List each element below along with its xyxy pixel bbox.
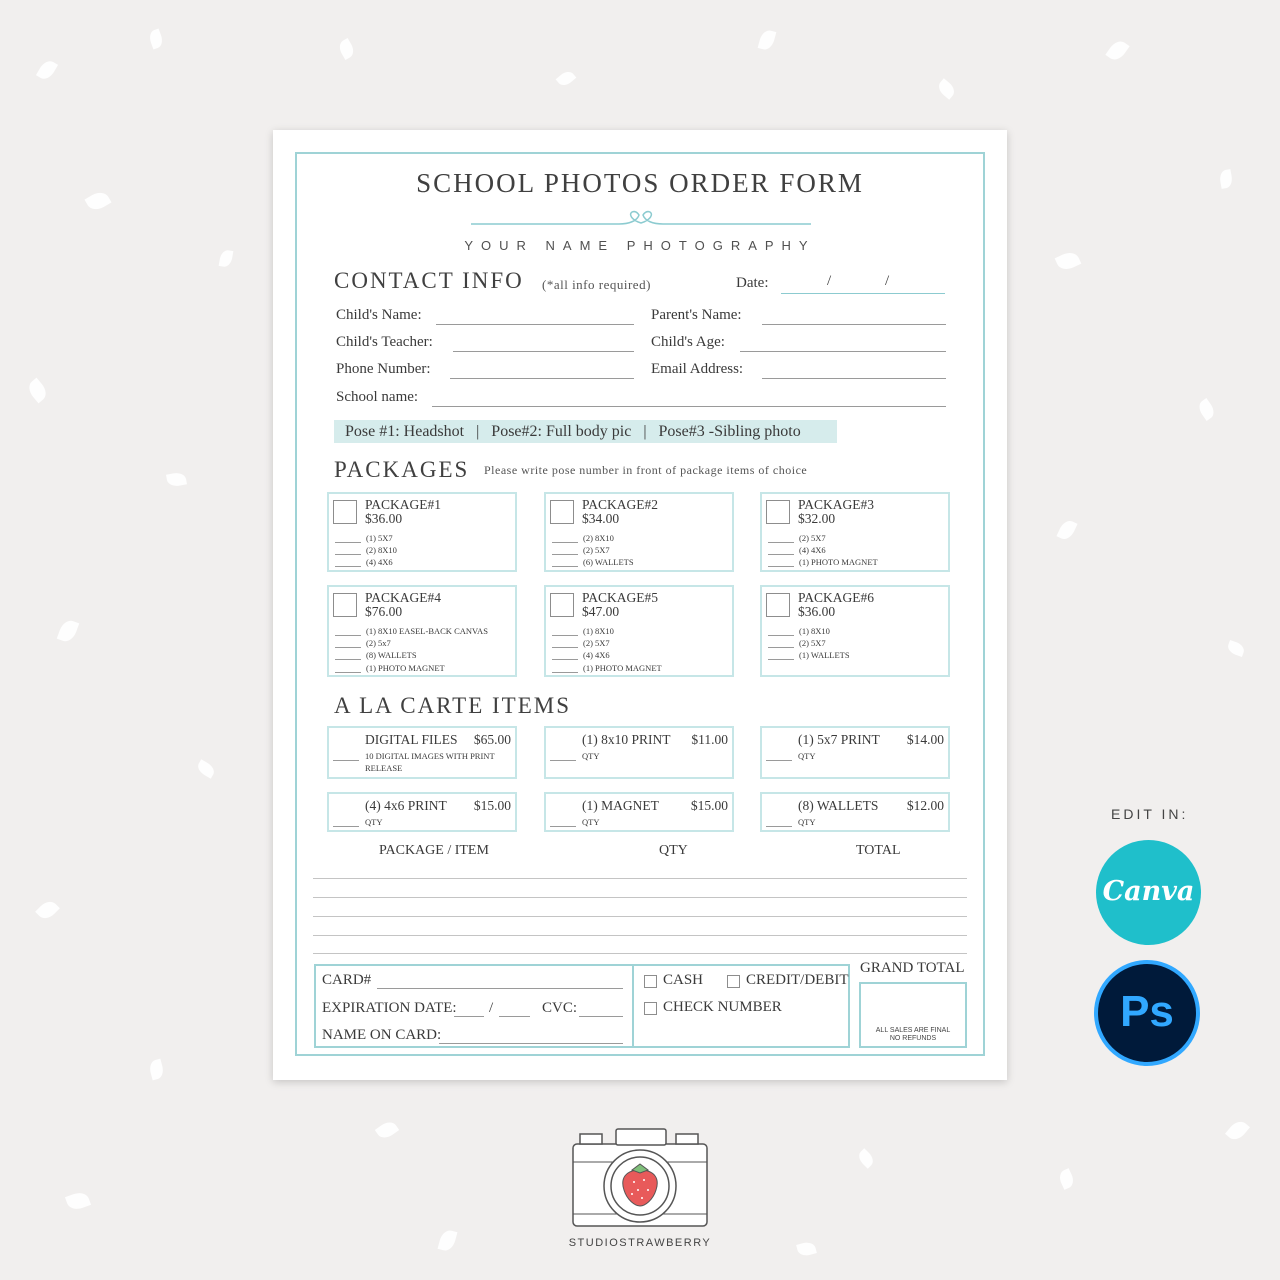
email-field[interactable] [762, 378, 946, 379]
package-name: PACKAGE#5 [582, 590, 659, 605]
package-item[interactable]: (4) 4X6 [546, 649, 662, 661]
qty-field[interactable] [550, 826, 576, 827]
grand-total-box[interactable] [859, 982, 967, 1048]
package-name: PACKAGE#3 [798, 497, 875, 512]
package-3-card [760, 492, 950, 572]
alacarte-item-name: (1) 5x7 PRINT [798, 732, 880, 747]
package-price: $32.00 [798, 511, 836, 526]
package-name: PACKAGE#6 [798, 590, 875, 605]
canva-icon[interactable]: Canva [1096, 840, 1201, 945]
package-item[interactable]: (1) 8X10 EASEL-BACK CANVAS [329, 625, 488, 637]
package-item[interactable]: (8) WALLETS [329, 649, 488, 661]
package-item[interactable]: (1) 8X10 [546, 625, 662, 637]
package-2-checkbox[interactable] [550, 500, 574, 524]
package-item[interactable]: (1) PHOTO MAGNET [329, 662, 488, 674]
package-item[interactable]: (4) 4X6 [762, 544, 878, 556]
package-2-card [544, 492, 734, 572]
package-4-checkbox[interactable] [333, 593, 357, 617]
parent-name-label: Parent's Name: [651, 307, 742, 323]
package-item[interactable]: (4) 4X6 [329, 556, 397, 568]
heart-line-icon [469, 203, 813, 229]
date-field[interactable] [781, 293, 945, 294]
credit-debit-label: CREDIT/DEBIT [746, 972, 849, 988]
alacarte-item-price: $11.00 [691, 732, 728, 747]
final-sale-line: ALL SALES ARE FINAL [875, 1027, 951, 1034]
alacarte-item-name: DIGITAL FILES [365, 732, 458, 747]
package-4-card [327, 585, 517, 677]
package-item[interactable]: (2) 5x7 [329, 637, 488, 649]
check-number-label: CHECK NUMBER [663, 999, 782, 1015]
camera-strawberry-logo-icon [568, 1124, 712, 1232]
qty-field[interactable] [333, 760, 359, 761]
package-items [329, 625, 488, 674]
card-number-field[interactable] [377, 988, 623, 989]
alacarte-item-price: $15.00 [690, 798, 728, 813]
date-separator: / [827, 273, 832, 289]
card-label: CARD# [322, 972, 372, 988]
pose-options-bar: Pose #1: Headshot | Pose#2: Full body pic | Pose#3 -Sibling photo [334, 420, 837, 443]
child-age-field[interactable] [740, 351, 946, 352]
order-line[interactable] [313, 953, 967, 954]
qty-field[interactable] [333, 826, 359, 827]
package-price: $36.00 [365, 511, 403, 526]
child-age-label: Child's Age: [651, 334, 725, 350]
package-items [762, 625, 850, 662]
package-item[interactable]: (6) WALLETS [546, 556, 634, 568]
form-title: SCHOOL PHOTOS ORDER FORM [416, 168, 864, 198]
package-items [329, 532, 397, 569]
package-6-checkbox[interactable] [766, 593, 790, 617]
alacarte-item-sub: QTY [365, 817, 383, 827]
final-sale-line: NO REFUNDS [889, 1035, 937, 1042]
cash-checkbox[interactable] [644, 975, 657, 988]
package-item[interactable]: (1) 8X10 [762, 625, 850, 637]
child-teacher-label: Child's Teacher: [336, 334, 433, 350]
column-total: TOTAL [856, 843, 901, 858]
alacarte-item-sub: 10 DIGITAL IMAGES WITH PRINT RELEASE [365, 751, 495, 773]
contact-note: (*all info required) [542, 277, 651, 292]
alacarte-wallets [760, 792, 950, 832]
alacarte-digital-files [327, 726, 517, 779]
package-item[interactable]: (2) 5X7 [762, 532, 878, 544]
cash-label: CASH [663, 972, 704, 988]
phone-label: Phone Number: [336, 361, 431, 377]
package-name: PACKAGE#1 [365, 497, 442, 512]
date-separator: / [885, 273, 890, 289]
package-5-checkbox[interactable] [550, 593, 574, 617]
order-line[interactable] [313, 916, 967, 917]
expiration-month-field[interactable] [454, 1016, 484, 1017]
alacarte-8x10 [544, 726, 734, 779]
cvc-label: CVC: [542, 1000, 578, 1016]
alacarte-item-sub: QTY [798, 751, 816, 761]
package-item[interactable]: (2) 5X7 [762, 637, 850, 649]
packages-heading: PACKAGES [334, 457, 470, 482]
school-label: School name: [336, 389, 419, 405]
column-qty: QTY [659, 843, 688, 858]
alacarte-item-sub: QTY [582, 817, 600, 827]
column-package-item: PACKAGE / ITEM [379, 843, 489, 858]
alacarte-item-price: $15.00 [473, 798, 511, 813]
order-line[interactable] [313, 935, 967, 936]
package-item[interactable]: (2) 8X10 [546, 532, 634, 544]
package-item[interactable]: (2) 5X7 [546, 544, 634, 556]
alacarte-item-name: (8) WALLETS [798, 798, 879, 813]
name-on-card-field[interactable] [439, 1043, 623, 1044]
cvc-field[interactable] [579, 1016, 623, 1017]
child-name-label: Child's Name: [336, 307, 422, 323]
expiration-label: EXPIRATION DATE: [322, 1000, 457, 1016]
grand-total-label: GRAND TOTAL [860, 960, 965, 976]
package-5-card [544, 585, 734, 677]
package-items [546, 625, 662, 674]
brand-name: YOUR NAME PHOTOGRAPHY [464, 238, 816, 253]
school-field[interactable] [432, 406, 946, 407]
package-price: $47.00 [582, 604, 620, 619]
order-line[interactable] [313, 878, 967, 879]
studio-name: STUDIOSTRAWBERRY [568, 1237, 712, 1249]
expiration-slash: / [489, 1000, 494, 1016]
order-form-sheet [273, 130, 1007, 1080]
package-item[interactable]: (1) 5X7 [329, 532, 397, 544]
edit-in-label: EDIT IN: [1111, 806, 1189, 822]
child-name-field[interactable] [436, 324, 634, 325]
alacarte-item-price: $12.00 [906, 798, 944, 813]
package-item[interactable]: (1) WALLETS [762, 649, 850, 661]
qty-field[interactable] [766, 760, 792, 761]
check-number-checkbox[interactable] [644, 1002, 657, 1015]
package-name: PACKAGE#2 [582, 497, 659, 512]
alacarte-item-price: $14.00 [906, 732, 944, 747]
child-teacher-field[interactable] [453, 351, 634, 352]
name-on-card-label: NAME ON CARD: [322, 1027, 442, 1043]
alacarte-5x7 [760, 726, 950, 779]
order-line[interactable] [313, 897, 967, 898]
expiration-year-field[interactable] [499, 1016, 530, 1017]
package-3-checkbox[interactable] [766, 500, 790, 524]
contact-heading: CONTACT INFO [334, 268, 524, 293]
phone-field[interactable] [450, 378, 634, 379]
parent-name-field[interactable] [762, 324, 946, 325]
package-price: $76.00 [365, 604, 403, 619]
alacarte-heading: A LA CARTE ITEMS [334, 693, 571, 718]
package-1-card [327, 492, 517, 572]
package-item[interactable]: (1) PHOTO MAGNET [762, 556, 878, 568]
qty-field[interactable] [550, 760, 576, 761]
alacarte-item-price: $65.00 [473, 732, 511, 747]
package-items [546, 532, 634, 569]
date-label: Date: [736, 275, 769, 291]
package-price: $36.00 [798, 604, 836, 619]
package-items [762, 532, 878, 569]
package-item[interactable]: (1) PHOTO MAGNET [546, 662, 662, 674]
alacarte-item-name: (1) MAGNET [582, 798, 659, 813]
alacarte-item-name: (1) 8x10 PRINT [582, 732, 671, 747]
package-name: PACKAGE#4 [365, 590, 442, 605]
package-item[interactable]: (2) 5X7 [546, 637, 662, 649]
credit-debit-checkbox[interactable] [727, 975, 740, 988]
qty-field[interactable] [766, 826, 792, 827]
package-6-card [760, 585, 950, 677]
final-sale-note [861, 1027, 965, 1043]
package-item[interactable]: (2) 8X10 [329, 544, 397, 556]
packages-note: Please write pose number in front of package items of choice [484, 463, 808, 477]
alacarte-item-sub: QTY [582, 751, 600, 761]
package-price: $34.00 [582, 511, 620, 526]
alacarte-item-sub: QTY [798, 817, 816, 827]
alacarte-4x6 [327, 792, 517, 832]
email-label: Email Address: [651, 361, 744, 377]
package-1-checkbox[interactable] [333, 500, 357, 524]
photoshop-icon[interactable]: Ps [1094, 960, 1200, 1066]
alacarte-item-name: (4) 4x6 PRINT [365, 798, 447, 813]
alacarte-magnet [544, 792, 734, 832]
